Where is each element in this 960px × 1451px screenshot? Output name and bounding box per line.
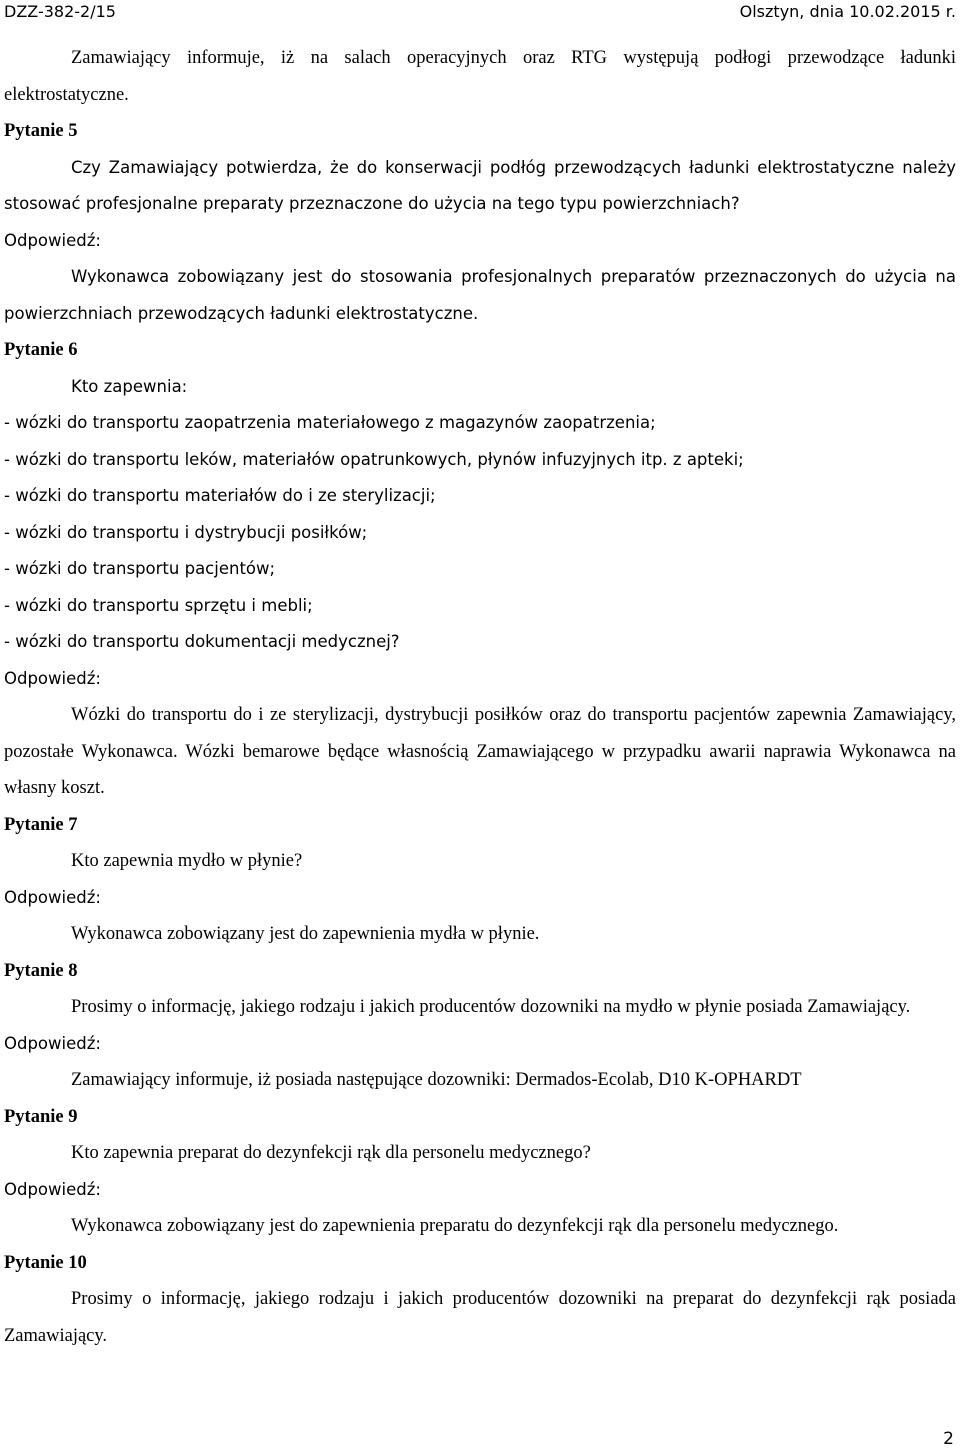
question-10-label: Pytanie 10 [4, 1252, 87, 1273]
question-5-label: Pytanie 5 [4, 121, 78, 141]
question-6-item: - wózki do transportu pacjentów; [4, 559, 276, 578]
question-10-text: Prosimy o informację, jakiego rodzaju i jakich producentów dozowniki na preparat do dezynfekcji rąk posiada Zamawiający. [4, 1289, 956, 1346]
page-header [0, 0, 960, 24]
question-6-item: - wózki do transportu i dystrybucji posiłków; [4, 522, 368, 542]
question-9-label: Pytanie 9 [4, 1106, 78, 1127]
answer-label: Odpowiedź: [4, 1179, 101, 1199]
question-6-item: - wózki do transportu zaopatrzenia materiałowego z magazynów zaopatrzenia; [4, 413, 656, 432]
document-body [4, 40, 956, 1354]
answer-label: Odpowiedź: [4, 230, 101, 250]
question-6-item: - wózki do transportu leków, materiałów opatrunkowych, płynów infuzyjnych itp. z apteki; [4, 449, 744, 469]
answer-label: Odpowiedź: [4, 1033, 101, 1053]
question-6-item: - wózki do transportu dokumentacji medycznej? [4, 632, 400, 651]
question-6-text: Kto zapewnia: [71, 376, 188, 396]
answer-5-text: Wykonawca zobowiązany jest do stosowania profesjonalnych preparatów przeznaczonych do użycia na powierzchniach przewodzących ładunki elektrostatyczne. [4, 267, 956, 323]
answer-7-text: Wykonawca zobowiązany jest do zapewnienia mydła w płynie. [71, 924, 540, 944]
question-6-item: - wózki do transportu sprzętu i mebli; [4, 595, 313, 615]
question-5-text: Czy Zamawiający potwierdza, że do konserwacji podłóg przewodzących ładunki elektrostatyczne należy stosować profesjonalne preparaty przeznaczone do użycia na tego typu powierzchniach? [4, 157, 956, 213]
document-id: DZZ-382-2/15 [4, 2, 116, 21]
question-7-label: Pytanie 7 [4, 814, 78, 835]
answer-label: Odpowiedź: [4, 887, 101, 907]
question-7-text: Kto zapewnia mydło w płynie? [71, 851, 303, 871]
answer-9-text: Wykonawca zobowiązany jest do zapewnienia preparatu do dezynfekcji rąk dla personelu medycznego. [71, 1216, 839, 1236]
question-8-text: Prosimy o informację, jakiego rodzaju i jakich producentów dozowniki na mydło w płynie posiada Zamawiający. [71, 997, 911, 1017]
question-6-label: Pytanie 6 [4, 340, 78, 360]
answer-label: Odpowiedź: [4, 668, 101, 688]
place-date: Olsztyn, dnia 10.02.2015 r. [739, 2, 956, 21]
page-number: 2 [943, 1429, 954, 1449]
answer-6-text: Wózki do transportu do i ze sterylizacji, dystrybucji posiłków oraz do transportu pacjentów zapewnia Zamawiający, pozostałe Wykonawca. Wózki bemarowe będące własnością Zamawiającego w przypadku awarii naprawia Wykonawca na własny koszt. [4, 705, 956, 798]
question-8-label: Pytanie 8 [4, 960, 78, 981]
answer-8-text: Zamawiający informuje, iż posiada następujące dozowniki: Dermados-Ecolab, D10 K-OPHARDT [71, 1070, 802, 1090]
question-9-text: Kto zapewnia preparat do dezynfekcji rąk dla personelu medycznego? [71, 1143, 591, 1163]
intro-paragraph: Zamawiający informuje, iż na salach operacyjnych oraz RTG występują podłogi przewodzące ładunki elektrostatyczne. [4, 48, 956, 105]
question-6-item: - wózki do transportu materiałów do i ze sterylizacji; [4, 486, 436, 505]
